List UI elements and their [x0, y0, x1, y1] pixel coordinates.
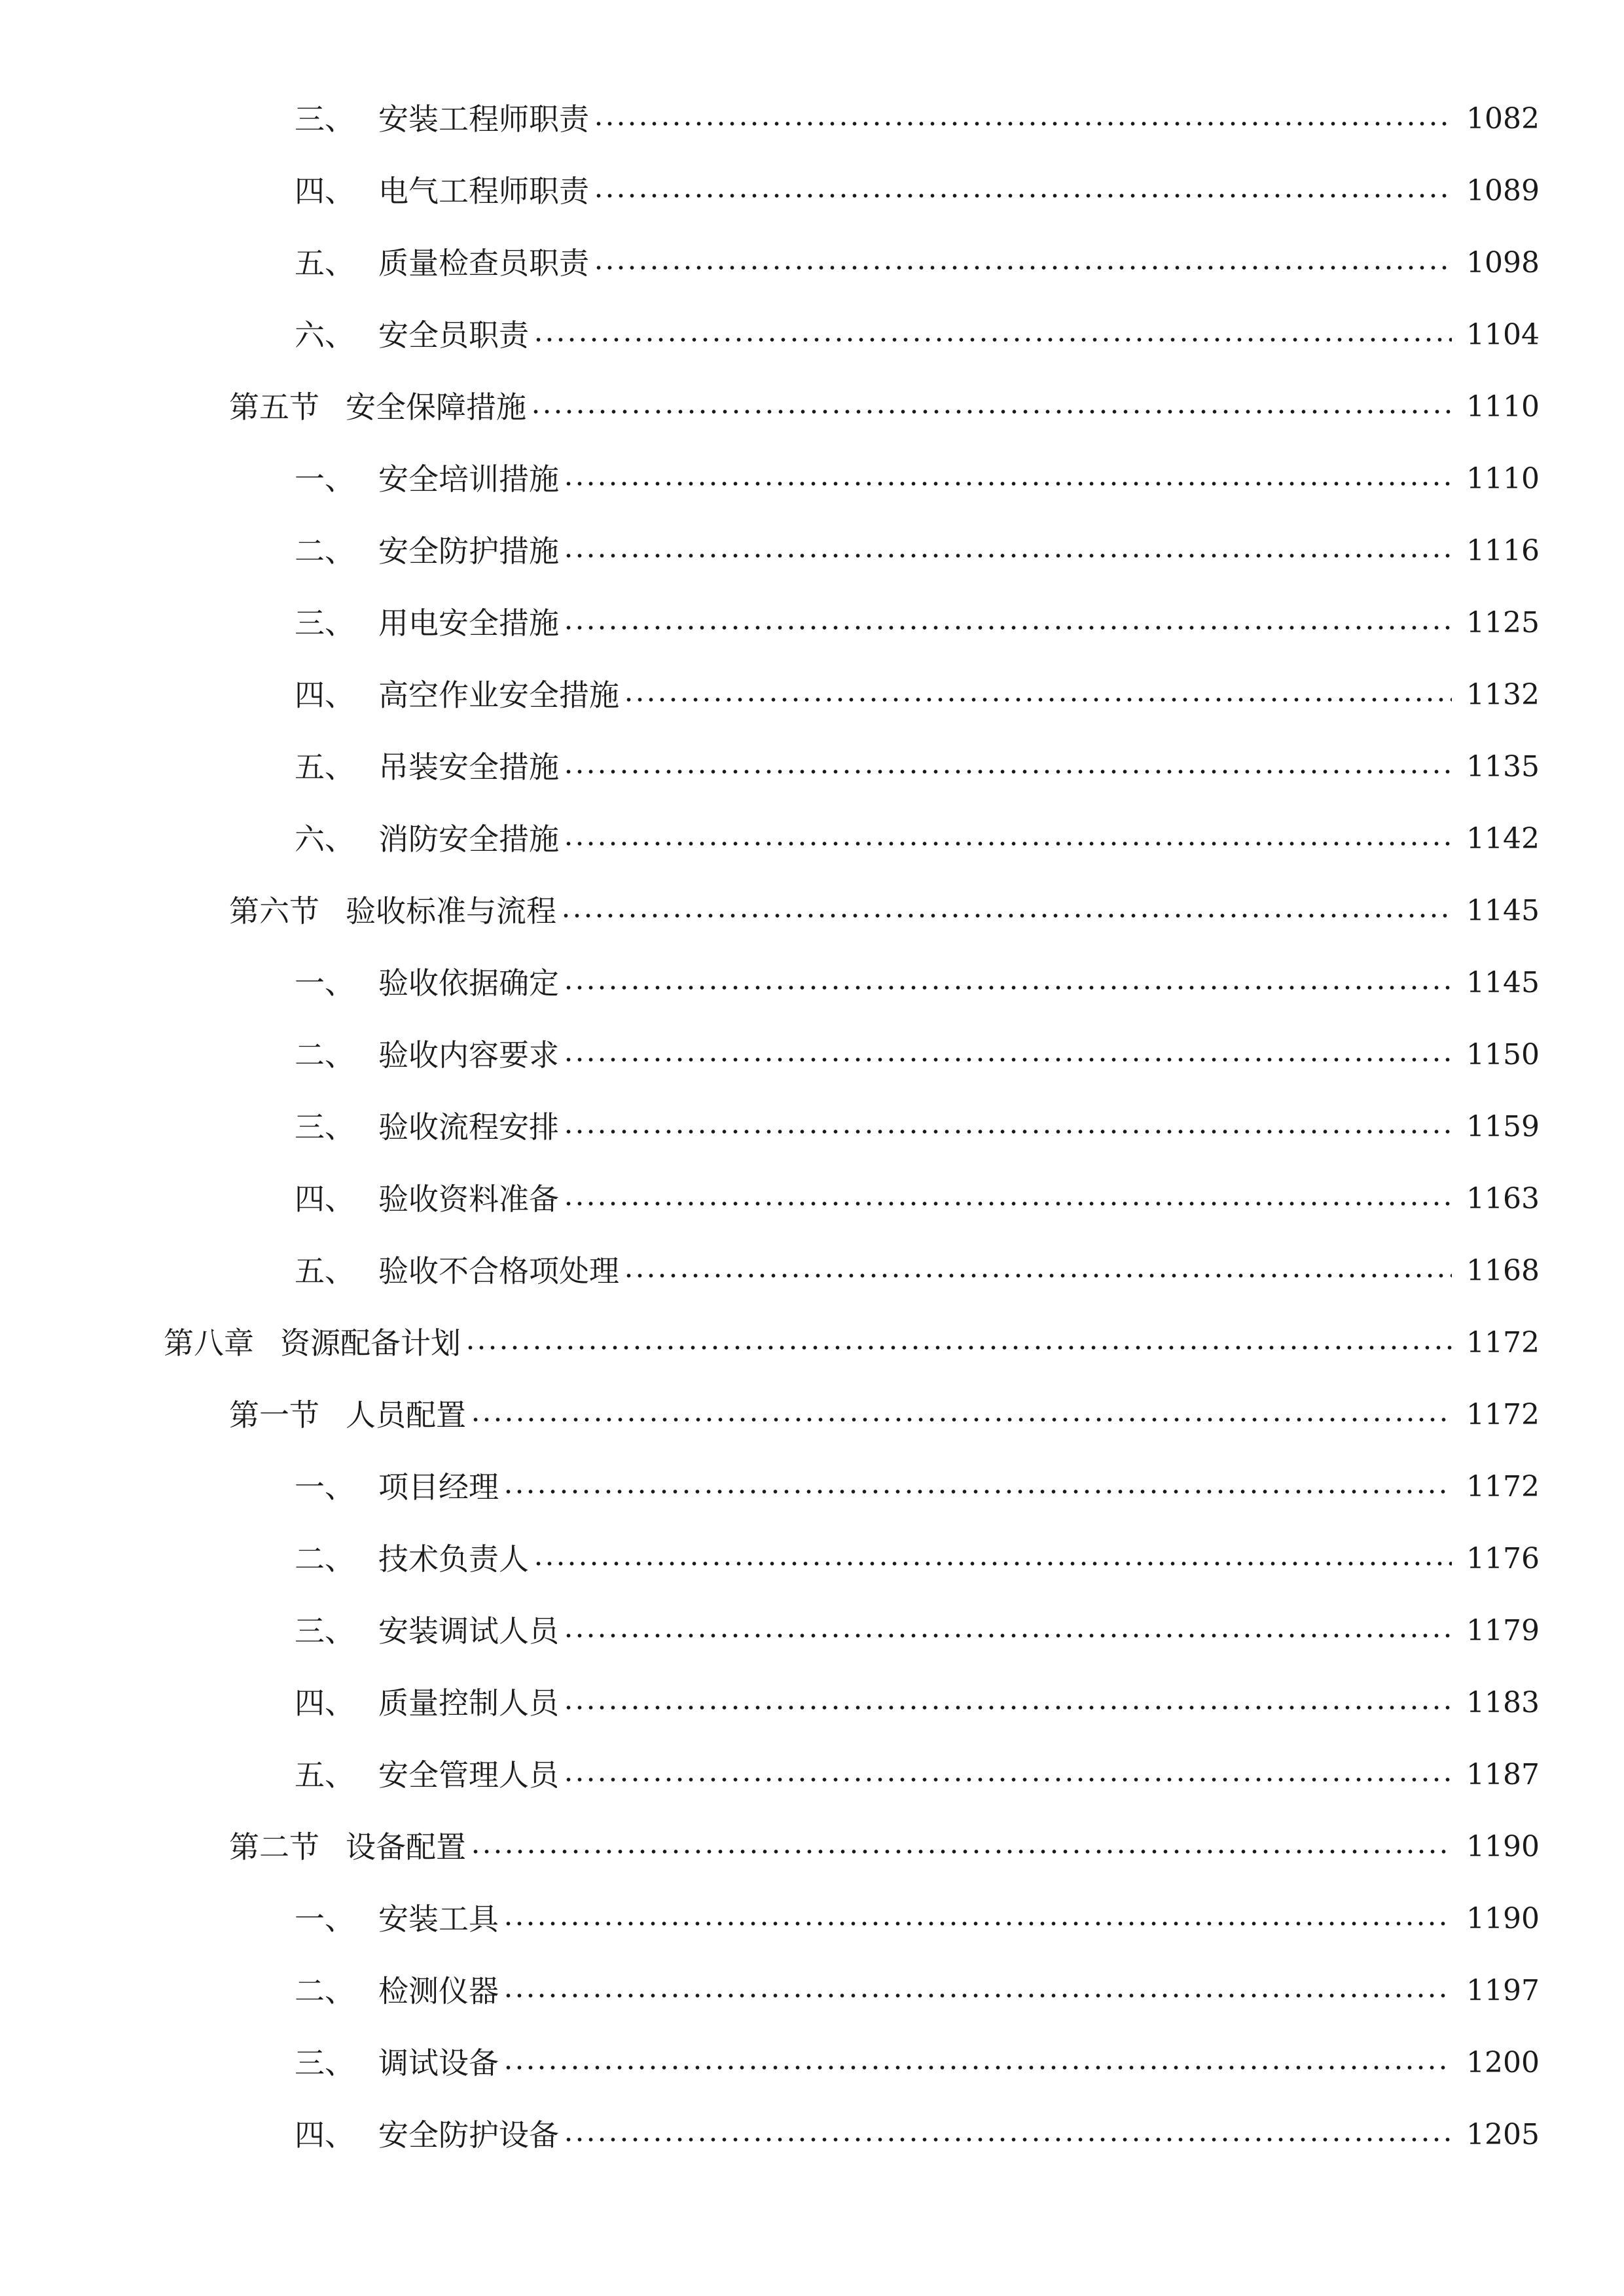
toc-entry-title: 人员配置: [346, 1397, 466, 1433]
toc-entry-title: 验收依据确定: [378, 965, 559, 1001]
toc-entry-number: 四、: [295, 1685, 355, 1721]
toc-entry-number: 五、: [295, 1253, 355, 1289]
toc-entry[interactable]: [295, 1235, 1538, 1307]
toc-entry-number: 第五节: [229, 389, 319, 425]
toc-entry[interactable]: [295, 1595, 1538, 1667]
toc-entry-title: 验收资料准备: [378, 1181, 559, 1217]
toc-entry-title: 技术负责人: [378, 1541, 529, 1577]
toc-entry[interactable]: [295, 803, 1538, 875]
toc-entry-number: 一、: [295, 1469, 355, 1505]
dot-leader: [563, 1704, 1452, 1712]
dot-leader: [563, 768, 1452, 776]
toc-entry-number: 第六节: [229, 893, 319, 929]
toc-entry-title: 验收标准与流程: [346, 893, 556, 929]
toc-entry[interactable]: [295, 1451, 1538, 1523]
toc-entry-page: 1110: [1466, 390, 1540, 423]
toc-entry-page: 1183: [1466, 1686, 1540, 1719]
toc-entry-page: 1132: [1466, 678, 1540, 711]
dot-leader: [623, 1272, 1452, 1280]
toc-entry-page: 1145: [1466, 966, 1540, 999]
toc-entry-page: 1125: [1466, 606, 1540, 639]
toc-entry-title: 质量控制人员: [378, 1685, 559, 1721]
dot-leader: [533, 336, 1452, 344]
toc-entry[interactable]: [295, 1163, 1538, 1235]
toc-entry-number: 一、: [295, 461, 355, 497]
dot-leader: [563, 984, 1452, 992]
toc-entry-page: 1104: [1466, 318, 1540, 351]
toc-entry-title: 资源配备计划: [280, 1325, 461, 1361]
dot-leader: [563, 624, 1452, 632]
toc-entry-number: 三、: [295, 605, 355, 641]
toc-entry-page: 1172: [1466, 1470, 1540, 1503]
toc-entry-title: 安装工具: [378, 1901, 499, 1937]
toc-entry-page: 1145: [1466, 894, 1540, 927]
toc-entry[interactable]: [295, 227, 1538, 299]
toc-entry-page: 1179: [1466, 1614, 1540, 1647]
toc-entry[interactable]: [295, 1667, 1538, 1739]
toc-entry-number: 四、: [295, 1181, 355, 1217]
dot-leader: [593, 264, 1452, 272]
toc-entry-page: 1190: [1466, 1830, 1540, 1863]
toc-entry-number: 五、: [295, 749, 355, 785]
dot-leader: [470, 1416, 1452, 1424]
toc-entry[interactable]: [295, 1019, 1538, 1091]
toc-entry-page: 1110: [1466, 462, 1540, 495]
toc-entry-title: 质量检查员职责: [378, 245, 589, 281]
dot-leader: [563, 1056, 1452, 1064]
toc-entry-page: 1172: [1466, 1326, 1540, 1359]
dot-leader: [563, 1632, 1452, 1640]
toc-entry-page: 1135: [1466, 750, 1540, 783]
dot-leader: [530, 408, 1452, 416]
toc-entry-number: 四、: [295, 677, 355, 713]
toc-entry-number: 二、: [295, 1037, 355, 1073]
toc-entry-title: 安全员职责: [378, 317, 529, 353]
toc-entry[interactable]: [295, 1955, 1538, 2027]
toc-entry[interactable]: [295, 2099, 1538, 2171]
toc-entry-page: 1190: [1466, 1902, 1540, 1935]
toc-entry-title: 调试设备: [378, 2045, 499, 2081]
dot-leader: [563, 2136, 1452, 2144]
toc-entry-page: 1142: [1466, 822, 1540, 855]
toc-entry-page: 1163: [1466, 1182, 1540, 1215]
toc-entry[interactable]: [295, 443, 1538, 515]
dot-leader: [563, 840, 1452, 848]
toc-entry-page: 1082: [1466, 102, 1540, 135]
toc-entry-title: 检测仪器: [378, 1973, 499, 2009]
toc-entry-page: 1176: [1466, 1542, 1540, 1575]
toc-chapter-entry[interactable]: [164, 1307, 1538, 1379]
toc-entry-number: 四、: [295, 173, 355, 209]
dot-leader: [563, 552, 1452, 560]
toc-entry[interactable]: [295, 659, 1538, 731]
toc-section-entry[interactable]: [229, 875, 1538, 947]
toc-entry-page: 1150: [1466, 1038, 1540, 1071]
dot-leader: [503, 2064, 1452, 2072]
toc-entry-number: 六、: [295, 821, 355, 857]
toc-entry-title: 消防安全措施: [378, 821, 559, 857]
toc-entry-page: 1200: [1466, 2046, 1540, 2079]
toc-entry-title: 吊装安全措施: [378, 749, 559, 785]
toc-entry-number: 第八章: [164, 1325, 254, 1361]
toc-entry-page: 1172: [1466, 1398, 1540, 1431]
toc-entry-number: 二、: [295, 1973, 355, 2009]
toc-entry-page: 1187: [1466, 1758, 1540, 1791]
toc-entry-title: 安装调试人员: [378, 1613, 559, 1649]
toc-entry-number: 二、: [295, 533, 355, 569]
toc-entry-number: 第一节: [229, 1397, 319, 1433]
dot-leader: [563, 1200, 1452, 1208]
toc-entry-page: 1205: [1466, 2118, 1540, 2151]
toc-entry[interactable]: [295, 155, 1538, 227]
toc-entry-title: 高空作业安全措施: [378, 677, 619, 713]
toc-entry-number: 一、: [295, 965, 355, 1001]
toc-section-entry[interactable]: [229, 371, 1538, 443]
toc-entry-title: 电气工程师职责: [378, 173, 589, 209]
toc-entry-number: 六、: [295, 317, 355, 353]
toc-entry-title: 安装工程师职责: [378, 101, 589, 137]
dot-leader: [503, 1920, 1452, 1928]
dot-leader: [563, 480, 1452, 488]
dot-leader: [560, 912, 1452, 920]
toc-entry-title: 安全管理人员: [378, 1757, 559, 1793]
toc-section-entry[interactable]: [229, 1811, 1538, 1883]
toc-entry-title: 安全培训措施: [378, 461, 559, 497]
toc-entry-number: 二、: [295, 1541, 355, 1577]
toc-entry[interactable]: [295, 587, 1538, 659]
toc-entry-title: 项目经理: [378, 1469, 499, 1505]
toc-entry[interactable]: [295, 83, 1538, 155]
toc-entry[interactable]: [295, 515, 1538, 587]
dot-leader: [593, 120, 1452, 128]
toc-entry[interactable]: [295, 1883, 1538, 1955]
toc-entry-number: 四、: [295, 2117, 355, 2153]
dot-leader: [470, 1848, 1452, 1856]
toc-entry-title: 验收不合格项处理: [378, 1253, 619, 1289]
dot-leader: [503, 1992, 1452, 2000]
toc-entry[interactable]: [295, 731, 1538, 803]
toc-entry-page: 1197: [1466, 1974, 1540, 2007]
toc-entry-number: 三、: [295, 2045, 355, 2081]
toc-entry-number: 三、: [295, 1613, 355, 1649]
toc-entry-number: 五、: [295, 1757, 355, 1793]
toc-entry[interactable]: [295, 299, 1538, 371]
toc-entry-title: 验收内容要求: [378, 1037, 559, 1073]
toc-entry-number: 三、: [295, 1109, 355, 1145]
toc-entry[interactable]: [295, 1091, 1538, 1163]
toc-entry-page: 1168: [1466, 1254, 1540, 1287]
dot-leader: [563, 1776, 1452, 1784]
dot-leader: [503, 1488, 1452, 1496]
toc-entry-page: 1116: [1466, 534, 1540, 567]
dot-leader: [563, 1128, 1452, 1136]
dot-leader: [593, 192, 1452, 200]
toc-entry-title: 设备配置: [346, 1829, 466, 1865]
toc-entry-title: 验收流程安排: [378, 1109, 559, 1145]
toc-entry-page: 1159: [1466, 1110, 1540, 1143]
toc-entry-title: 安全防护措施: [378, 533, 559, 569]
toc-entry-page: 1098: [1466, 246, 1540, 279]
toc-entry[interactable]: [295, 1739, 1538, 1811]
toc-entry[interactable]: [295, 2027, 1538, 2099]
toc-entry-number: 五、: [295, 245, 355, 281]
toc-entry-page: 1089: [1466, 174, 1540, 207]
toc-entry-title: 安全防护设备: [378, 2117, 559, 2153]
toc-section-entry[interactable]: [229, 1379, 1538, 1451]
toc-entry-title: 安全保障措施: [346, 389, 526, 425]
dot-leader: [623, 696, 1452, 704]
toc-entry[interactable]: [295, 947, 1538, 1019]
toc-entry-number: 三、: [295, 101, 355, 137]
toc-entry[interactable]: [295, 1523, 1538, 1595]
dot-leader: [465, 1344, 1452, 1352]
dot-leader: [533, 1560, 1452, 1568]
toc-entry-number: 一、: [295, 1901, 355, 1937]
toc-entry-title: 用电安全措施: [378, 605, 559, 641]
toc-entry-number: 第二节: [229, 1829, 319, 1865]
